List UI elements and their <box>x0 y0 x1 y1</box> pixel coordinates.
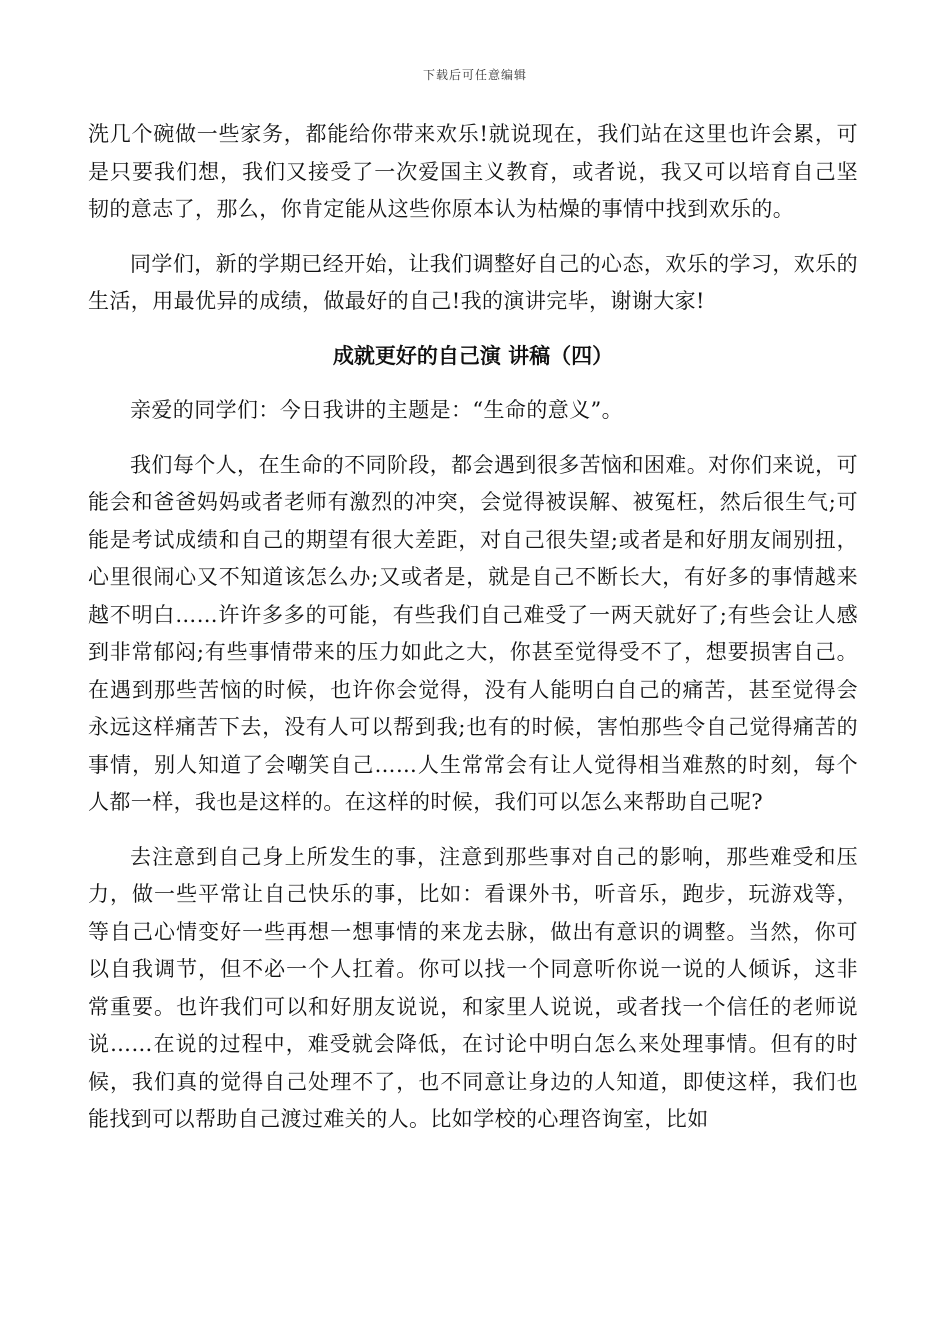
paragraph-gap <box>88 321 858 338</box>
paragraph-gap <box>88 375 858 392</box>
paragraph-gap <box>88 430 858 447</box>
paragraph-gap <box>88 822 858 839</box>
paragraph-continued: 洗几个碗做一些家务，都能给你带来欢乐!就说现在，我们站在这里也许会累，可是只要我们想，我们又接受了一次爱国主义教育，或者说，我又可以培育自己坚韧的意志了，那么，你肯定能从这些你原本认为枯燥的事情中找到欢乐的。 <box>88 122 858 221</box>
document-body <box>88 116 858 1139</box>
paragraph-greeting: 亲爱的同学们：今日我讲的主题是：“生命的意义”。 <box>130 398 624 422</box>
paragraph-gap <box>88 229 858 246</box>
paragraph-body: 我们每个人，在生命的不同阶段，都会遇到很多苦恼和困难。对你们来说，可能会和爸爸妈妈或者老师有激烈的冲突，会觉得被误解、被冤枉，然后很生气;可能是考试成绩和自己的期望有很大差距，对自己很失望;或者是和好朋友闹别扭，心里很闹心又不知道该怎么办;又或者是，就是自己不断长大，有好多的事情越来越不明白……许许多多的可能，有些我们自己难受了一两天就好了;有些会让人感到非常郁闷;有些事情带来的压力如此之大，你甚至觉得受不了，想要损害自己。在遇到那些苦恼的时候，也许你会觉得，没有人能明白自己的痛苦，甚至觉得会永远这样痛苦下去，没有人可以帮到我;也有的时候，害怕那些令自己觉得痛苦的事情，别人知道了会嘲笑自己……人生常常会有让人觉得相当难熬的时刻，每个人都一样，我也是这样的。在这样的时候，我们可以怎么来帮助自己呢? <box>88 452 858 814</box>
header-note: 下载后可任意编辑 <box>422 68 527 82</box>
section-title: 成就更好的自己演 讲稿（四） <box>332 343 614 368</box>
paragraph-body: 去注意到自己身上所发生的事，注意到那些事对自己的影响，那些难受和压力，做一些平常让自己快乐的事，比如：看课外书，听音乐，跑步，玩游戏等，等自己心情变好一些再想一想事情的来龙去脉，做出有意识的调整。当然，你可以自我调节，但不必一个人扛着。你可以找一个同意听你说一说的人倾诉，这非常重要。也许我们可以和好朋友说说，和家里人说说，或者找一个信任的老师说说……在说的过程中，难受就会降低，在讨论中明白怎么来处理事情。但有的时候，我们真的觉得自己处理不了，也不同意让身边的人知道，即使这样，我们也能找到可以帮助自己渡过难关的人。比如学校的心理咨询室，比如 <box>88 844 858 1131</box>
paragraph-closing: 同学们，新的学期已经开始，让我们调整好自己的心态，欢乐的学习，欢乐的生活，用最优异的成绩，做最好的自己!我的演讲完毕，谢谢大家! <box>88 251 858 313</box>
